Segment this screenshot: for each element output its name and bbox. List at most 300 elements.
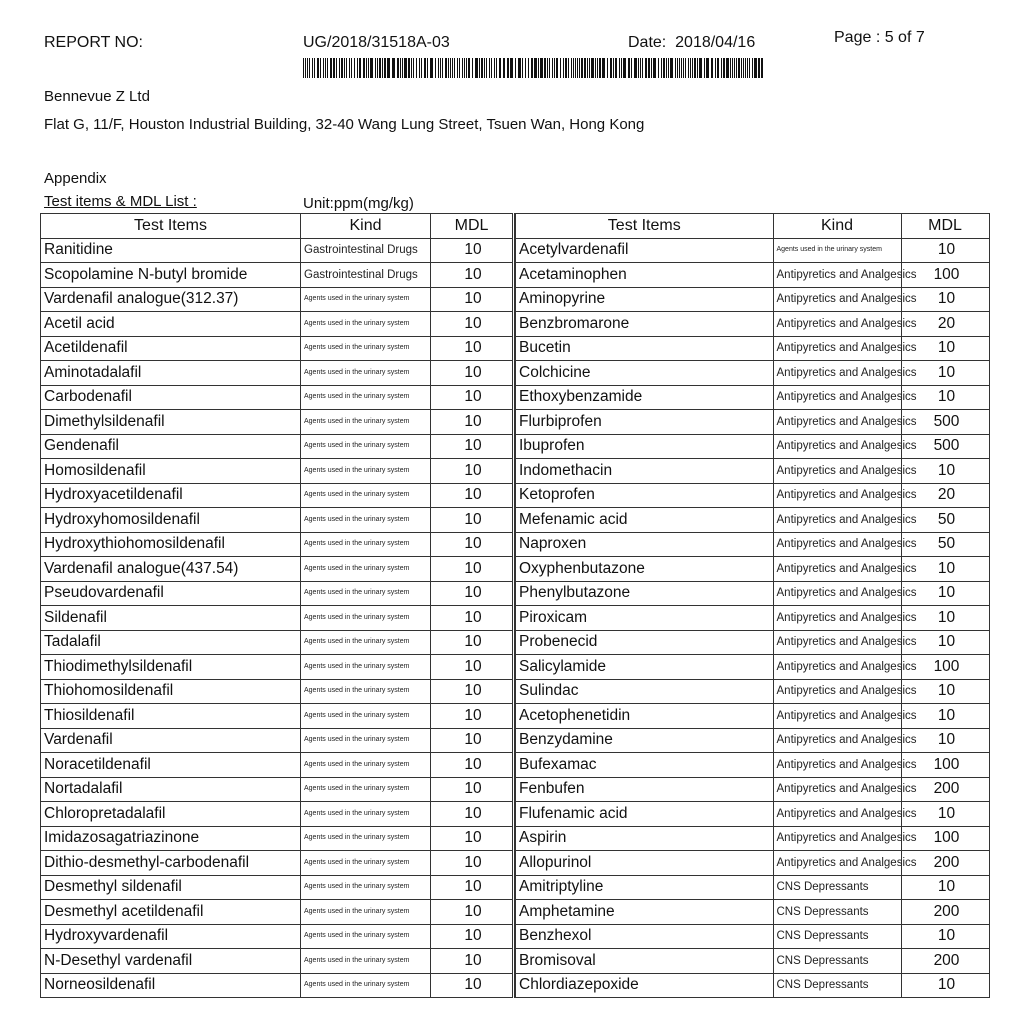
barcode-bar — [589, 58, 590, 78]
test-item-cell: Aminopyrine — [515, 287, 773, 312]
barcode-bar — [336, 58, 337, 78]
table-row — [515, 459, 989, 484]
barcode-bar — [575, 58, 576, 78]
kind-cell: Antipyretics and Analgesics — [773, 557, 901, 582]
barcode-bar — [366, 58, 367, 78]
barcode-bar — [615, 58, 617, 78]
kind-cell: Antipyretics and Analgesics — [773, 263, 901, 288]
barcode-bar — [581, 58, 583, 78]
mdl-cell: 10 — [431, 581, 513, 606]
barcode-bar — [351, 58, 352, 78]
barcode-bar — [486, 58, 487, 78]
barcode-bar — [711, 58, 713, 78]
barcode-bar — [688, 58, 689, 78]
table-row — [41, 679, 513, 704]
test-item-cell: Acetil acid — [41, 312, 301, 337]
barcode-bar — [525, 58, 526, 78]
kind-cell: Agents used in the urinary system — [301, 630, 431, 655]
mdl-cell: 200 — [901, 900, 989, 925]
table-row — [41, 410, 513, 435]
test-item-cell: Indomethacin — [515, 459, 773, 484]
barcode-bar — [621, 58, 622, 78]
mdl-cell: 10 — [431, 361, 513, 386]
kind-cell: Agents used in the urinary system — [301, 336, 431, 361]
barcode-bar — [677, 58, 678, 78]
kind-cell: Antipyretics and Analgesics — [773, 581, 901, 606]
kind-cell: Agents used in the urinary system — [301, 704, 431, 729]
test-item-cell: Ethoxybenzamide — [515, 385, 773, 410]
report-no-value: UG/2018/31518A-03 — [303, 34, 450, 51]
mdl-cell: 100 — [901, 826, 989, 851]
barcode-bar — [563, 58, 564, 78]
barcode-bar — [387, 58, 390, 78]
barcode-bar — [494, 58, 495, 78]
kind-cell: Agents used in the urinary system — [301, 679, 431, 704]
barcode-bar — [349, 58, 350, 78]
test-item-cell: Acetildenafil — [41, 336, 301, 361]
barcode-bar — [704, 58, 705, 78]
test-item-cell: Sulindac — [515, 679, 773, 704]
barcode-bar — [320, 58, 321, 78]
test-item-cell: Benzydamine — [515, 728, 773, 753]
test-item-cell: Homosildenafil — [41, 459, 301, 484]
barcode-bar — [339, 58, 340, 78]
table-header-row — [515, 214, 989, 239]
barcode-bar — [565, 58, 567, 78]
table-row — [41, 238, 513, 263]
table-row — [41, 777, 513, 802]
mdl-cell: 10 — [431, 630, 513, 655]
kind-cell: Antipyretics and Analgesics — [773, 777, 901, 802]
kind-cell: Antipyretics and Analgesics — [773, 312, 901, 337]
table-row — [515, 753, 989, 778]
kind-cell: Antipyretics and Analgesics — [773, 459, 901, 484]
table-row — [41, 851, 513, 876]
barcode-bar — [445, 58, 447, 78]
test-item-cell: Fenbufen — [515, 777, 773, 802]
barcode-bar — [510, 58, 513, 78]
barcode-bar — [370, 58, 373, 78]
barcode-image — [303, 58, 765, 78]
table-row — [41, 949, 513, 974]
table-row — [41, 532, 513, 557]
test-item-cell: Ketoprofen — [515, 483, 773, 508]
table-row — [515, 704, 989, 729]
col-header-mdl: MDL — [431, 214, 513, 239]
test-item-cell: Probenecid — [515, 630, 773, 655]
test-item-cell: Desmethyl acetildenafil — [41, 900, 301, 925]
mdl-cell: 10 — [431, 312, 513, 337]
barcode-bar — [595, 58, 596, 78]
barcode-bar — [571, 58, 572, 78]
test-item-cell: Salicylamide — [515, 655, 773, 680]
appendix-heading: Appendix — [44, 170, 107, 187]
table-row — [41, 508, 513, 533]
barcode-bar — [531, 58, 533, 78]
barcode-bar — [452, 58, 453, 78]
table-row — [515, 875, 989, 900]
barcode-bar — [424, 58, 426, 78]
barcode-bar — [715, 58, 716, 78]
barcode-bar — [404, 58, 407, 78]
test-item-cell: Aspirin — [515, 826, 773, 851]
barcode-bar — [346, 58, 347, 78]
barcode-bar — [679, 58, 680, 78]
table-row — [515, 410, 989, 435]
barcode-bar — [540, 58, 543, 78]
barcode-bar — [732, 58, 733, 78]
mdl-cell: 10 — [431, 410, 513, 435]
barcode-bar — [685, 58, 686, 78]
barcode-bar — [333, 58, 335, 78]
barcode-bar — [761, 58, 763, 78]
barcode-bar — [613, 58, 614, 78]
test-item-cell: Acetaminophen — [515, 263, 773, 288]
test-item-cell: Amitriptyline — [515, 875, 773, 900]
barcode-bar — [430, 58, 433, 78]
test-item-cell: Amphetamine — [515, 900, 773, 925]
kind-cell: Antipyretics and Analgesics — [773, 287, 901, 312]
mdl-cell: 10 — [431, 900, 513, 925]
test-item-cell: Naproxen — [515, 532, 773, 557]
barcode-bar — [745, 58, 746, 78]
barcode-bar — [675, 58, 676, 78]
mdl-cell: 10 — [901, 336, 989, 361]
mdl-table-left — [40, 213, 513, 998]
test-item-cell: Bufexamac — [515, 753, 773, 778]
kind-cell: Antipyretics and Analgesics — [773, 434, 901, 459]
mdl-cell: 10 — [431, 728, 513, 753]
test-item-cell: Norneosildenafil — [41, 973, 301, 998]
barcode-bar — [427, 58, 428, 78]
kind-cell: Agents used in the urinary system — [773, 238, 901, 263]
barcode-bar — [305, 58, 306, 78]
barcode-bar — [706, 58, 709, 78]
test-item-cell: Vardenafil analogue(437.54) — [41, 557, 301, 582]
barcode-bar — [552, 58, 553, 78]
barcode-bar — [645, 58, 647, 78]
barcode-bar — [303, 58, 304, 78]
mdl-cell: 10 — [901, 802, 989, 827]
mdl-cell: 10 — [431, 777, 513, 802]
table-row — [41, 361, 513, 386]
barcode-bar — [411, 58, 412, 78]
barcode-bar — [442, 58, 443, 78]
mdl-cell: 200 — [901, 777, 989, 802]
barcode-bar — [489, 58, 490, 78]
report-no-label: REPORT NO: — [44, 34, 143, 51]
barcode-bar — [481, 58, 483, 78]
kind-cell: Agents used in the urinary system — [301, 606, 431, 631]
barcode-bar — [730, 58, 731, 78]
mdl-cell: 10 — [901, 557, 989, 582]
kind-cell: Antipyretics and Analgesics — [773, 753, 901, 778]
col-header-test-items: Test Items — [41, 214, 301, 239]
barcode-bar — [661, 58, 662, 78]
barcode-bar — [723, 58, 725, 78]
test-item-cell: Mefenamic acid — [515, 508, 773, 533]
barcode-bar — [466, 58, 467, 78]
barcode-bar — [734, 58, 735, 78]
barcode-bar — [400, 58, 401, 78]
kind-cell: Antipyretics and Analgesics — [773, 802, 901, 827]
barcode-bar — [692, 58, 693, 78]
barcode-bar — [538, 58, 539, 78]
barcode-bar — [440, 58, 441, 78]
mdl-cell: 10 — [431, 973, 513, 998]
mdl-cell: 10 — [901, 238, 989, 263]
table-row — [41, 875, 513, 900]
mdl-cell: 20 — [901, 483, 989, 508]
barcode-bar — [475, 58, 478, 78]
kind-cell: Antipyretics and Analgesics — [773, 385, 901, 410]
barcode-bar — [472, 58, 473, 78]
table-row — [515, 655, 989, 680]
barcode-bar — [599, 58, 601, 78]
company-name: Bennevue Z Ltd — [44, 88, 150, 105]
barcode-bar — [577, 58, 578, 78]
barcode-bar — [515, 58, 516, 78]
barcode-bar — [377, 58, 378, 78]
kind-cell: Antipyretics and Analgesics — [773, 483, 901, 508]
test-item-cell: Chlordiazepoxide — [515, 973, 773, 998]
kind-cell: Antipyretics and Analgesics — [773, 655, 901, 680]
barcode-bar — [584, 58, 586, 78]
table-row — [41, 973, 513, 998]
barcode-bar — [607, 58, 608, 78]
table-row — [41, 287, 513, 312]
barcode-bar — [634, 58, 637, 78]
kind-cell: Agents used in the urinary system — [301, 459, 431, 484]
mdl-table-right — [514, 213, 990, 998]
kind-cell: Agents used in the urinary system — [301, 557, 431, 582]
test-item-cell: Ranitidine — [41, 238, 301, 263]
barcode-bar — [330, 58, 332, 78]
table-row — [515, 581, 989, 606]
col-header-kind: Kind — [301, 214, 431, 239]
barcode-bar — [547, 58, 548, 78]
test-item-cell: Dithio-desmethyl-carbodenafil — [41, 851, 301, 876]
table-row — [41, 263, 513, 288]
kind-cell: Antipyretics and Analgesics — [773, 728, 901, 753]
test-item-cell: Allopurinol — [515, 851, 773, 876]
table-row — [515, 238, 989, 263]
test-item-cell: Chloropretadalafil — [41, 802, 301, 827]
barcode-bar — [721, 58, 722, 78]
barcode-bar — [312, 58, 313, 78]
barcode-bar — [507, 58, 509, 78]
barcode-bar — [663, 58, 665, 78]
kind-cell: CNS Depressants — [773, 973, 901, 998]
table-row — [515, 483, 989, 508]
barcode-bar — [690, 58, 691, 78]
mdl-cell: 10 — [431, 655, 513, 680]
kind-cell: Agents used in the urinary system — [301, 410, 431, 435]
barcode-bar — [610, 58, 612, 78]
mdl-cell: 10 — [431, 826, 513, 851]
table-row — [515, 777, 989, 802]
kind-cell: Agents used in the urinary system — [301, 753, 431, 778]
kind-cell: Agents used in the urinary system — [301, 826, 431, 851]
table-row — [515, 336, 989, 361]
barcode-bar — [681, 58, 682, 78]
kind-cell: Agents used in the urinary system — [301, 532, 431, 557]
mdl-cell: 10 — [431, 679, 513, 704]
barcode-bar — [587, 58, 588, 78]
kind-cell: Agents used in the urinary system — [301, 655, 431, 680]
table-row — [515, 361, 989, 386]
test-item-cell: Piroxicam — [515, 606, 773, 631]
kind-cell: Agents used in the urinary system — [301, 900, 431, 925]
barcode-bar — [344, 58, 345, 78]
mdl-cell: 50 — [901, 532, 989, 557]
test-item-cell: Pseudovardenafil — [41, 581, 301, 606]
test-item-cell: Carbodenafil — [41, 385, 301, 410]
mdl-cell: 10 — [901, 924, 989, 949]
test-item-cell: Hydroxythiohomosildenafil — [41, 532, 301, 557]
mdl-cell: 10 — [901, 973, 989, 998]
barcode-bar — [738, 58, 740, 78]
mdl-cell: 200 — [901, 949, 989, 974]
table-row — [41, 606, 513, 631]
mdl-cell: 50 — [901, 508, 989, 533]
mdl-cell: 10 — [431, 949, 513, 974]
mdl-cell: 10 — [431, 851, 513, 876]
kind-cell: Agents used in the urinary system — [301, 728, 431, 753]
mdl-cell: 100 — [901, 655, 989, 680]
barcode-bar — [544, 58, 546, 78]
mdl-cell: 10 — [431, 508, 513, 533]
mdl-cell: 10 — [431, 434, 513, 459]
table-row — [515, 385, 989, 410]
mdl-cell: 10 — [901, 287, 989, 312]
barcode-bar — [579, 58, 580, 78]
test-item-cell: Scopolamine N-butyl bromide — [41, 263, 301, 288]
barcode-bar — [314, 58, 315, 78]
test-item-cell: Desmethyl sildenafil — [41, 875, 301, 900]
kind-cell: Antipyretics and Analgesics — [773, 336, 901, 361]
barcode-bar — [317, 58, 319, 78]
table-row — [41, 312, 513, 337]
barcode-bar — [736, 58, 737, 78]
barcode-bar — [658, 58, 659, 78]
test-item-cell: Noracetildenafil — [41, 753, 301, 778]
barcode-bar — [631, 58, 632, 78]
kind-cell: Agents used in the urinary system — [301, 361, 431, 386]
mdl-cell: 10 — [901, 728, 989, 753]
mdl-cell: 500 — [901, 434, 989, 459]
table-row — [515, 606, 989, 631]
kind-cell: Agents used in the urinary system — [301, 802, 431, 827]
table-row — [41, 826, 513, 851]
kind-cell: Antipyretics and Analgesics — [773, 679, 901, 704]
barcode-bar — [651, 58, 652, 78]
barcode-bar — [628, 58, 630, 78]
kind-cell: Antipyretics and Analgesics — [773, 410, 901, 435]
barcode-bar — [597, 58, 598, 78]
kind-cell: Gastrointestinal Drugs — [301, 263, 431, 288]
barcode-bar — [363, 58, 365, 78]
date-value: 2018/04/16 — [675, 34, 756, 51]
test-item-cell: Ibuprofen — [515, 434, 773, 459]
test-item-cell: Benzbromarone — [515, 312, 773, 337]
barcode-bar — [309, 58, 310, 78]
barcode-bar — [741, 58, 742, 78]
barcode-bar — [522, 58, 523, 78]
table-row — [515, 557, 989, 582]
kind-cell: Agents used in the urinary system — [301, 312, 431, 337]
table-row — [41, 753, 513, 778]
page-number: Page : 5 of 7 — [834, 29, 925, 46]
kind-cell: Antipyretics and Analgesics — [773, 851, 901, 876]
table-row — [41, 336, 513, 361]
barcode-bar — [397, 58, 399, 78]
barcode-bar — [666, 58, 667, 78]
barcode-bar — [573, 58, 574, 78]
table-row — [41, 483, 513, 508]
barcode-bar — [640, 58, 641, 78]
barcode-bar — [484, 58, 485, 78]
barcode-bar — [416, 58, 417, 78]
kind-cell: Gastrointestinal Drugs — [301, 238, 431, 263]
table-row — [515, 949, 989, 974]
barcode-bar — [560, 58, 561, 78]
barcode-bar — [528, 58, 529, 78]
barcode-bar — [491, 58, 492, 78]
test-item-cell: Flufenamic acid — [515, 802, 773, 827]
table-row — [41, 728, 513, 753]
barcode-bar — [450, 58, 451, 78]
test-item-cell: Thiosildenafil — [41, 704, 301, 729]
mdl-cell: 10 — [901, 361, 989, 386]
mdl-cell: 10 — [901, 606, 989, 631]
barcode-bar — [694, 58, 696, 78]
test-item-cell: Bucetin — [515, 336, 773, 361]
test-item-cell: Benzhexol — [515, 924, 773, 949]
test-item-cell: Bromisoval — [515, 949, 773, 974]
kind-cell: Agents used in the urinary system — [301, 924, 431, 949]
mdl-cell: 10 — [431, 924, 513, 949]
kind-cell: Agents used in the urinary system — [301, 287, 431, 312]
kind-cell: Agents used in the urinary system — [301, 949, 431, 974]
barcode-bar — [717, 58, 719, 78]
unit-label: Unit:ppm(mg/kg) — [303, 195, 414, 212]
barcode-bar — [392, 58, 395, 78]
barcode-bar — [602, 58, 605, 78]
barcode-bar — [754, 58, 757, 78]
barcode-bar — [368, 58, 369, 78]
kind-cell: CNS Depressants — [773, 900, 901, 925]
mdl-cell: 10 — [901, 581, 989, 606]
barcode-bar — [438, 58, 439, 78]
barcode-bar — [354, 58, 355, 78]
kind-cell: Agents used in the urinary system — [301, 875, 431, 900]
test-item-cell: Thiohomosildenafil — [41, 679, 301, 704]
barcode-bar — [752, 58, 753, 78]
test-item-cell: Gendenafil — [41, 434, 301, 459]
mdl-cell: 10 — [901, 875, 989, 900]
test-item-cell: Imidazosagatriazinone — [41, 826, 301, 851]
test-item-cell: Aminotadalafil — [41, 361, 301, 386]
table-row — [515, 508, 989, 533]
barcode-bar — [726, 58, 729, 78]
mdl-cell: 10 — [901, 630, 989, 655]
kind-cell: Agents used in the urinary system — [301, 508, 431, 533]
barcode-bar — [668, 58, 669, 78]
test-item-cell: Phenylbutazone — [515, 581, 773, 606]
barcode-bar — [683, 58, 684, 78]
test-item-cell: Colchicine — [515, 361, 773, 386]
